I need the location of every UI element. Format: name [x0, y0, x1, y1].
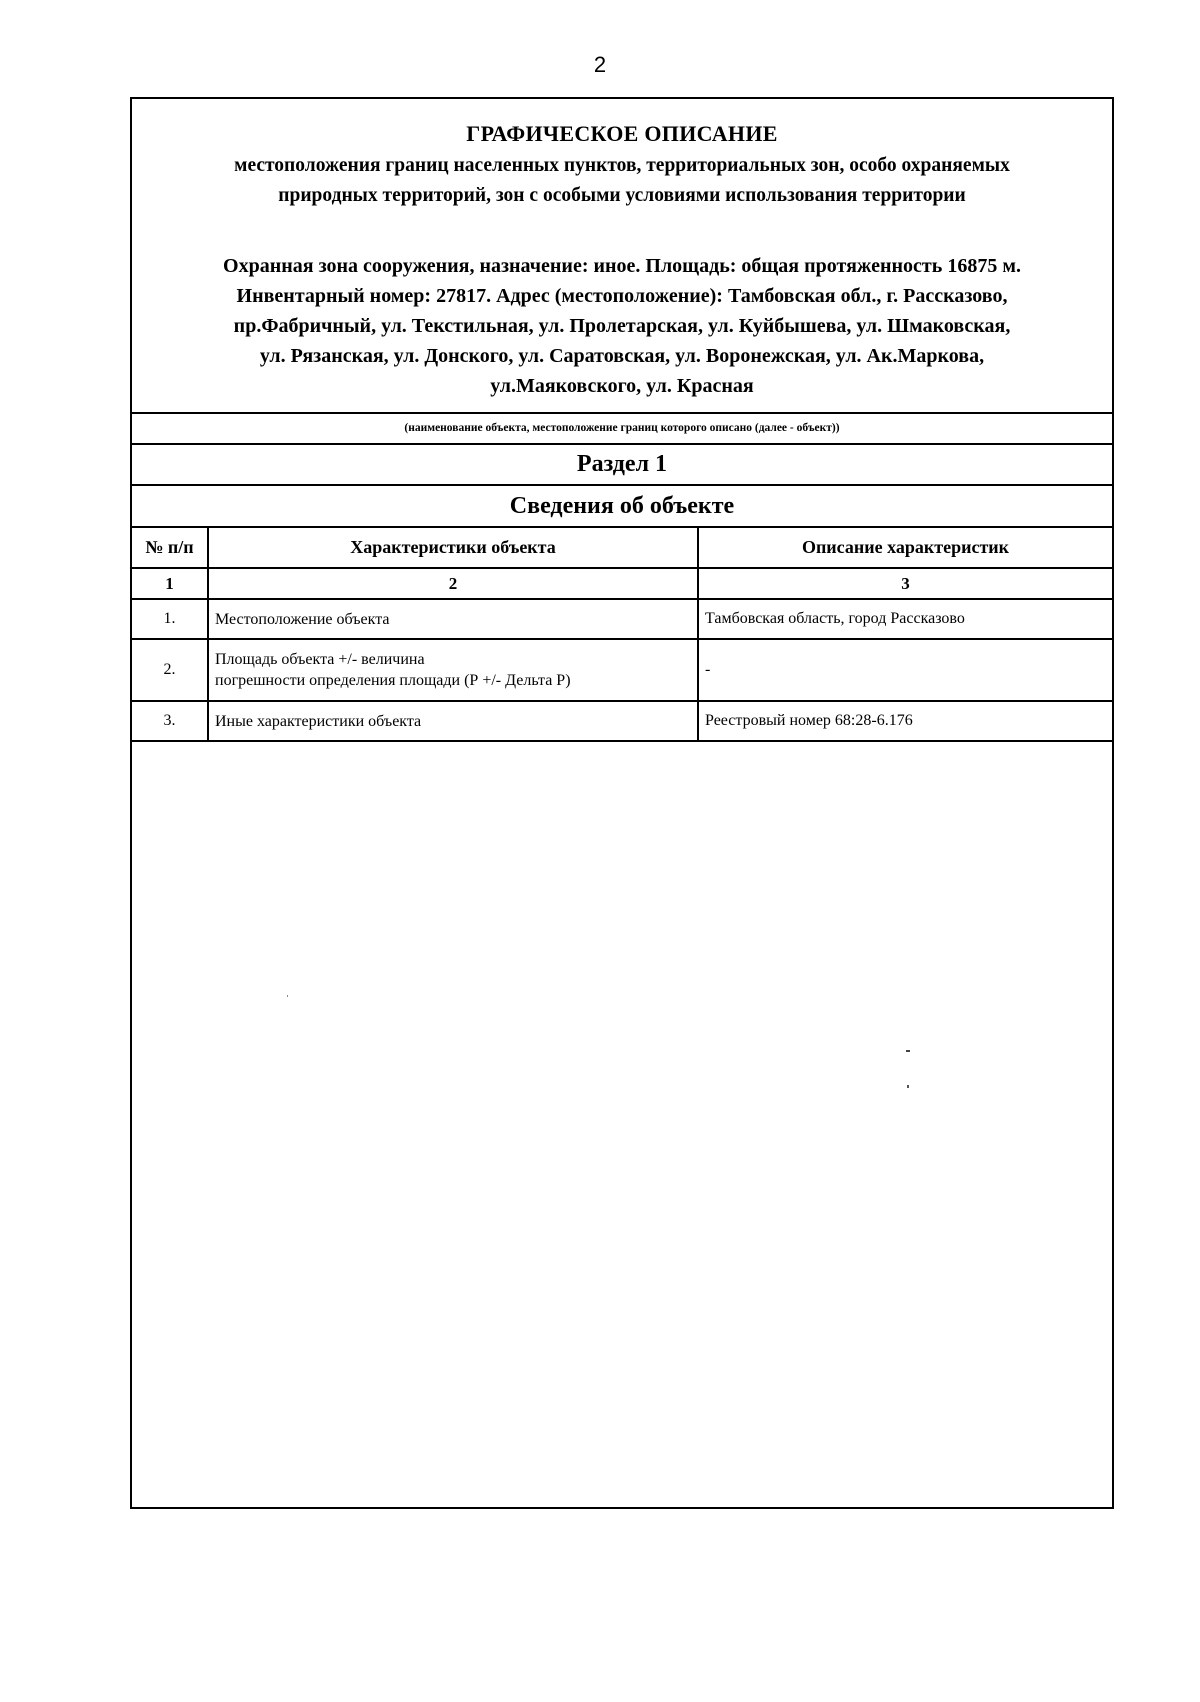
table-header-row — [132, 528, 1112, 568]
row-description: Тамбовская область, город Рассказово — [698, 599, 1112, 639]
row-number: 3. — [132, 701, 208, 741]
object-name-line: Инвентарный номер: 27817. Адрес (местоположение): Тамбовская обл., г. Рассказово, — [236, 285, 1008, 307]
row-characteristic — [208, 701, 698, 741]
column-number: 2 — [208, 568, 698, 599]
characteristic-line: погрешности определения площади (Р +/- Дельта Р) — [215, 672, 571, 689]
page-number: 2 — [593, 52, 607, 77]
section-subtitle: Сведения об объекте — [132, 486, 1112, 528]
object-name-line: Охранная зона сооружения, назначение: иное. Площадь: общая протяженность 16875 м. — [223, 255, 1021, 277]
document-subtitle — [162, 151, 1082, 211]
table-row — [132, 639, 1112, 701]
characteristic-line: Иные характеристики объекта — [215, 712, 422, 730]
column-number: 3 — [698, 568, 1112, 599]
object-caption: (наименование объекта, местоположение границ которого описано (далее - объект)) — [132, 412, 1112, 445]
column-number: 1 — [132, 568, 208, 599]
column-header: № п/п — [132, 528, 208, 568]
row-description: Реестровый номер 68:28-6.176 — [698, 701, 1112, 741]
object-name-line: ул. Рязанская, ул. Донского, ул. Саратовская, ул. Воронежская, ул. Ак.Маркова, — [259, 345, 985, 367]
row-description: - — [698, 639, 1112, 701]
row-characteristic — [208, 599, 698, 639]
table-row — [132, 701, 1112, 741]
column-header: Описание характеристик — [698, 528, 1112, 568]
column-header: Характеристики объекта — [208, 528, 698, 568]
column-number-row — [132, 568, 1112, 599]
subtitle-line: местоположения границ населенных пунктов, территориальных зон, особо охраняемых — [234, 155, 1010, 176]
section-title: Раздел 1 — [132, 445, 1112, 486]
table-row — [132, 599, 1112, 639]
document-title: ГРАФИЧЕСКОЕ ОПИСАНИЕ — [466, 121, 778, 146]
document-header — [132, 99, 1112, 412]
document-frame — [130, 97, 1114, 1509]
object-name-line: пр.Фабричный, ул. Текстильная, ул. Пролетарская, ул. Куйбышева, ул. Шмаковская, — [233, 315, 1011, 337]
row-characteristic — [208, 639, 698, 701]
object-info-table — [132, 528, 1112, 742]
subtitle-line: природных территорий, зон с особыми условиями использования территории — [278, 185, 966, 206]
object-name — [152, 251, 1092, 401]
row-number: 1. — [132, 599, 208, 639]
characteristic-line: Площадь объекта +/- величина — [215, 651, 425, 668]
object-name-line: ул.Маяковского, ул. Красная — [490, 375, 754, 397]
characteristic-line: Местоположение объекта — [215, 610, 390, 628]
row-number: 2. — [132, 639, 208, 701]
